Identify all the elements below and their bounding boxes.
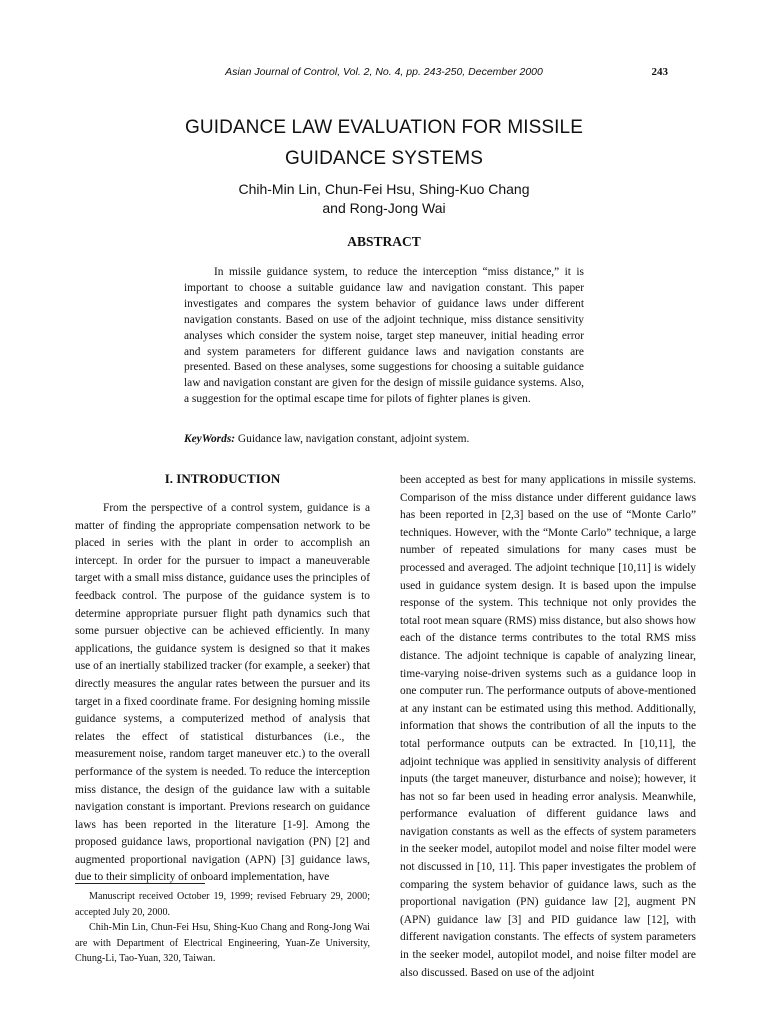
footnote-affiliation: Chih-Min Lin, Chun-Fei Hsu, Shing-Kuo Chang and Rong-Jong Wai are with Department of Electrical Engineering, Yuan-Ze University, Chung-Li, Tao-Yuan, 320, Taiwan. [75,922,370,964]
introduction-paragraph-left: From the perspective of a control system, guidance is a matter of finding the appropriate compensation network to be placed in series with the plant in order to accomplish an intercept. In order for the pursuer to impact a maneuverable target with a small miss distance, guidance uses the principles of feedback control. The purpose of the guidance system is to determine appropriate pursuer flight path dynamics such that some pursuer objective can be achieved efficiently. In many applications, the guidance system is designed so that it makes use of an inertially stabilized tracker (for example, a seeker) that directly measures the angular rates between the pursuer and its target in a fixed coordinate frame. For designing homing missile guidance systems, a computerized method of analysis that relates the effect of statistical disturbances (i.e., the measurement noise, random target maneuver etc.) to the overall performance of the system is needed. To reduce the interception miss distance, the design of the guidance law with a suitable navigation constant is important. Previons research on guidance laws has been reported in the literature [1-9]. Among the proposed guidance laws, proportional navigation (PN) [2] and augmented proportional navigation (APN) [3] guidance laws, due to their simplicity of onboard implementation, have [75,502,370,884]
footnotes [75,889,370,967]
journal-header: Asian Journal of Control, Vol. 2, No. 4, pp. 243-250, December 2000 [225,66,543,78]
paper-title-line-1: GUIDANCE LAW EVALUATION FOR MISSILE [185,117,583,138]
paper-title [0,112,768,174]
introduction-paragraph-right: been accepted as best for many applications in missile systems. Comparison of the miss distance under different guidance laws has been reported in [2,3] based on the use of “Monte Carlo” techniques. However, with the “Monte Carlo” technique, a large number of repeated simulations for many cases must be processed and averaged. The adjoint technique [10,11] is widely used in guidance system design. It is based upon the impulse response of the system. This technique not only provides the total root mean square (RMS) miss distance, but also shows how each of the distance terms contributes to the total RMS miss distance. The adjoint technique is capable of analyzing linear, time-varying noise-driven systems such as a guidance loop in one computer run. The performance outputs of above-mentioned at any instant can be estimated using this method. Additionally, information that shows the contribution of all the inputs to the total performance outputs can be extracted. In [10,11], the adjoint technique was applied in sensitivity analysis of different inputs (the target maneuver, disturbance and noise); however, it has not so far been used in heading error analysis. Meanwhile, performance evaluation of different guidance laws and navigation constants as well as the effects of system parameters in the seeker model, autopilot model and noise filter model were not discussed in [10, 11]. This paper investigates the problem of comparing the system behavior of guidance laws, such as the proportional navigation (PN) guidance law [2], augment PN (APN) guidance law [3] and PID guidance law [12], with different navigation constants. The effects of system parameters in the seeker model, autopilot model, and noise filter model are also discussed. Based on use of the adjoint [400,474,696,979]
section-heading-introduction: I. INTRODUCTION [164,471,281,486]
abstract-heading: ABSTRACT [347,234,421,249]
abstract-text: In missile guidance system, to reduce the interception “miss distance,” it is important to choose a suitable guidance law and navigation constant. This paper investigates and compares the system behavior of guidance laws under different navigation constants. Based on use of the adjoint technique, miss distance sensitivity analyses which consider the system noise, target step maneuver, initial heading error and system parameters for different guidance laws and navigation constants are presented. Based on these analyses, some suggestions for choosing a suitable guidance law and navigation constant are given for the design of missile guidance systems. Also, a suggestion for the optimal escape time for pilots of fighter planes is given. [184,266,584,406]
footnote-divider [75,883,205,884]
page-number: 243 [651,66,668,78]
footnote-received: Manuscript received October 19, 1999; revised February 29, 2000; accepted July 20, 2000. [75,891,370,918]
author-line-2: and Rong-Jong Wai [322,200,446,216]
keywords [184,431,604,447]
left-column [75,500,370,887]
paper-title-line-2: GUIDANCE SYSTEMS [285,148,483,169]
author-line-1: Chih-Min Lin, Chun-Fei Hsu, Shing-Kuo Chang [238,181,530,197]
author-list [0,180,768,218]
keywords-label: KeyWords: [184,433,236,445]
keywords-text: Guidance law, navigation constant, adjoint system. [235,433,470,445]
right-column [400,472,696,982]
